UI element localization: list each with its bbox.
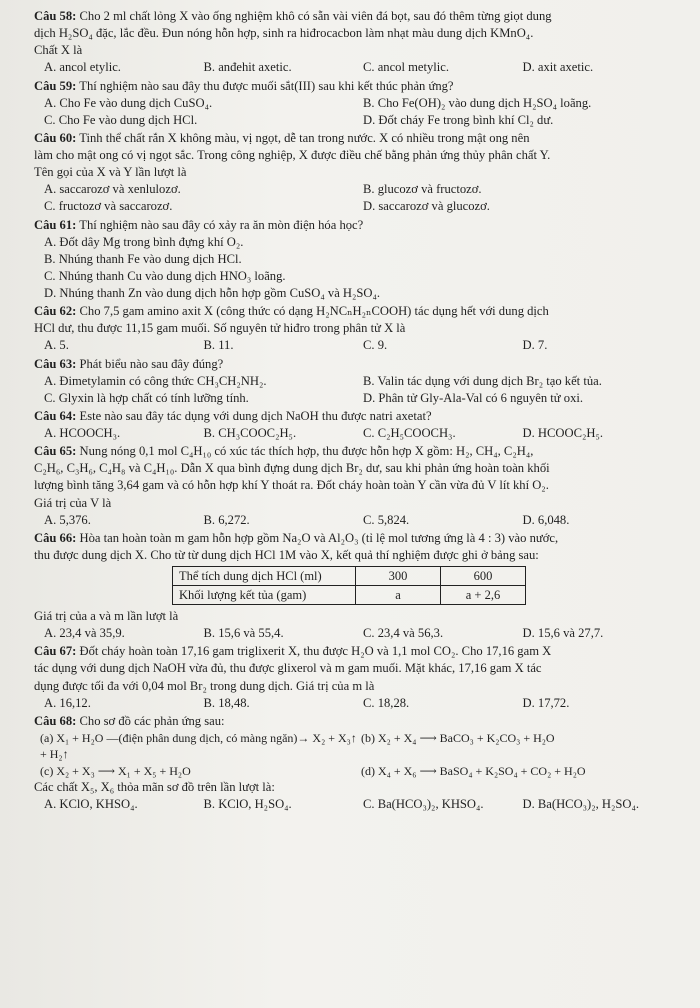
option-d[interactable]: D. HCOOC₂H₅. [522, 426, 604, 440]
option-d[interactable]: D. 15,6 và 27,7. [522, 626, 604, 641]
reaction-row [34, 763, 682, 779]
question-text: Đốt cháy hoàn toàn 17,16 gam triglixerit X, thu được H₂O và 1,1 mol CO₂. Cho 17,16 gam X [79, 644, 552, 659]
question-text: Giá trị của V là [34, 495, 112, 510]
question-text: Giá trị của a và m lần lượt là [34, 609, 179, 623]
question-label: Câu 61: [34, 217, 77, 232]
question-text: Cho 2 ml chất lỏng X vào ống nghiệm khô có sẵn vài viên đá bọt, sau đó thêm từng giọt dung [79, 9, 552, 23]
question-label: Câu 68: [34, 713, 77, 728]
option-a[interactable]: A. ancol etylic. [44, 60, 121, 75]
option-a[interactable]: A. Đốt dây Mg trong bình đựng khí O₂. [44, 234, 244, 249]
question-text: Este nào sau đây tác dụng với dung dịch NaOH thu được natri axetat? [79, 408, 432, 423]
answer-options [34, 234, 682, 303]
question-61 [34, 217, 682, 303]
question-text: dịch H₂SO₄ đặc, lắc đều. Đun nóng hỗn hợp, sinh ra hiđrocacbon làm nhạt màu dung dịch KMnO₄. [34, 26, 534, 41]
option-c[interactable]: C. 9. [363, 338, 388, 353]
question-label: Câu 64: [34, 408, 77, 423]
answer-options [34, 181, 682, 215]
option-c[interactable]: C. Nhúng thanh Cu vào dung dịch HNO₃ loãng. [44, 268, 286, 283]
experiment-table [172, 566, 526, 605]
option-b[interactable]: B. CH₃COOC₂H₅. [203, 426, 297, 440]
option-c[interactable]: C. Glyxin là hợp chất có tính lưỡng tính. [44, 390, 249, 405]
reaction-c: (c) X₂ + X₃ ⟶ X₁ + X₅ + H₂O [40, 763, 191, 778]
option-d[interactable]: D. 17,72. [522, 695, 570, 710]
question-62 [34, 303, 682, 354]
table-cell: a [356, 586, 441, 605]
table-cell: Khối lượng kết tủa (gam) [173, 586, 356, 605]
option-a[interactable]: A. 23,4 và 35,9. [44, 626, 125, 641]
question-label: Câu 62: [34, 304, 77, 319]
option-b[interactable]: B. 11. [203, 338, 234, 353]
answer-options [34, 95, 682, 129]
question-text: Thí nghiệm nào sau đây có xảy ra ăn mòn điện hóa học? [79, 217, 364, 232]
option-d[interactable]: D. 6,048. [522, 512, 570, 527]
table-cell: Thể tích dung dịch HCl (ml) [173, 567, 356, 586]
question-65 [34, 443, 682, 529]
question-text: Nung nóng 0,1 mol C₄H₁₀ có xúc tác thích hợp, thu được hỗn hợp X gồm: H₂, CH₄, C₂H₄, [79, 444, 534, 459]
question-text: Cho sơ đồ các phản ứng sau: [79, 713, 225, 728]
option-b[interactable]: B. KClO, H₂SO₄. [203, 796, 292, 811]
question-60 [34, 130, 682, 216]
question-66 [34, 530, 682, 643]
table-cell: 600 [441, 567, 526, 586]
question-text: HCl dư, thu được 11,15 gam muối. Số nguyên tử hiđro trong phân tử X là [34, 321, 406, 336]
option-c[interactable]: C. C₂H₅COOCH₃. [363, 426, 456, 440]
question-59 [34, 78, 682, 129]
option-b[interactable]: B. 15,6 và 55,4. [203, 626, 284, 641]
option-a[interactable]: A. 5,376. [44, 512, 91, 527]
table-row [173, 586, 526, 605]
question-text: Phát biểu nào sau đây đúng? [79, 356, 224, 371]
table-cell: 300 [356, 567, 441, 586]
question-label: Câu 59: [34, 78, 77, 93]
answer-options [34, 337, 682, 354]
option-a[interactable]: A. HCOOCH₃. [44, 426, 121, 440]
option-a[interactable]: A. 16,12. [44, 695, 91, 710]
option-a[interactable]: A. Đimetylamin có công thức CH₃CH₂NH₂. [44, 373, 267, 388]
option-b[interactable]: B. 18,48. [203, 695, 250, 710]
option-b[interactable]: B. anđehit axetic. [203, 60, 292, 75]
answer-options [34, 796, 682, 813]
question-68 [34, 713, 682, 813]
question-label: Câu 60: [34, 130, 77, 145]
option-d[interactable]: D. Đốt cháy Fe trong bình khí Cl₂ dư. [363, 112, 554, 127]
question-label: Câu 63: [34, 356, 77, 371]
question-64 [34, 408, 682, 442]
option-d[interactable]: D. Nhúng thanh Zn vào dung dịch hỗn hợp gồm CuSO₄ và H₂SO₄. [44, 286, 381, 300]
option-c[interactable]: C. 23,4 và 56,3. [363, 626, 444, 641]
option-a[interactable]: A. saccarozơ và xenlulozơ. [44, 182, 181, 197]
option-b[interactable]: B. Cho Fe(OH)₂ vào dung dịch H₂SO₄ loãng. [363, 95, 592, 110]
question-text: tác dụng với dung dịch NaOH vừa đủ, thu được glixerol và m gam muối. Mặt khác, 17,16 gam X tác [34, 661, 542, 676]
option-c[interactable]: C. ancol metylic. [363, 60, 450, 75]
question-text: làm cho mật ong có vị ngọt sắc. Trong công nghiệp, X được điều chế bằng phản ứng thủy phân chất Y. [34, 148, 551, 162]
experiment-table-wrap [34, 566, 682, 605]
reaction-a: (a) X₁ + H₂O —(điện phân dung dịch, có màng ngăn)→ X₂ + X₃↑ + H₂↑ [40, 730, 357, 762]
option-d[interactable]: D. Ba(HCO₃)₂, H₂SO₄. [522, 796, 640, 811]
question-label: Câu 67: [34, 644, 77, 659]
question-text: Các chất X₅, X₆ thỏa mãn sơ đồ trên lần lượt là: [34, 779, 275, 794]
reaction-row [34, 730, 682, 763]
question-label: Câu 66: [34, 530, 77, 545]
question-text: dụng được tối đa với 0,04 mol Br₂ trong dung dịch. Giá trị của m là [34, 678, 375, 693]
answer-options [34, 59, 682, 76]
option-d[interactable]: D. 7. [522, 338, 548, 353]
table-row [173, 567, 526, 586]
question-text: Cho 7,5 gam amino axit X (công thức có dạng H₂NCₙH₂ₙCOOH) tác dụng hết với dung dịch [79, 304, 549, 319]
option-a[interactable]: A. Cho Fe vào dung dịch CuSO₄. [44, 95, 213, 110]
option-a[interactable]: A. KClO, KHSO₄. [44, 796, 138, 811]
question-67 [34, 643, 682, 712]
answer-options [34, 625, 682, 642]
question-58 [34, 8, 682, 77]
question-text: Thí nghiệm nào sau đây thu được muối sắt(III) sau khi kết thúc phản ứng? [79, 78, 454, 93]
reaction-b: (b) X₂ + X₄ ⟶ BaCO₃ + K₂CO₃ + H₂O [361, 730, 555, 745]
answer-options [34, 695, 682, 712]
option-c[interactable]: C. 5,824. [363, 512, 410, 527]
option-b[interactable]: B. glucozơ và fructozơ. [363, 182, 482, 197]
question-text: Hòa tan hoàn toàn m gam hỗn hợp gồm Na₂O và Al₂O₃ (tỉ lệ mol tương ứng là 4 : 3) vào nước, [79, 530, 559, 545]
question-text: Tinh thể chất rắn X không màu, vị ngọt, dễ tan trong nước. X có nhiều trong mật ong nên [79, 130, 530, 145]
answer-options [34, 512, 682, 529]
question-text: thu được dung dịch X. Cho từ từ dung dịch HCl 1M vào X, kết quả thí nghiệm được ghi ở bảng sau: [34, 547, 539, 562]
question-text: C₂H₆, C₃H₆, C₄H₈ và C₄H₁₀. Dẫn X qua bình đựng dung dịch Br₂ dư, sau khi phản ứng hoàn toàn khối [34, 461, 550, 476]
question-text: Chất X là [34, 43, 83, 58]
option-b[interactable]: B. 6,272. [203, 512, 250, 527]
answer-options [34, 425, 682, 442]
reaction-d: (d) X₄ + X₆ ⟶ BaSO₄ + K₂SO₄ + CO₂ + H₂O [361, 763, 586, 778]
option-d[interactable]: D. axit axetic. [522, 60, 594, 75]
option-a[interactable]: A. 5. [44, 338, 69, 353]
option-d[interactable]: D. Phân tử Gly-Ala-Val có 6 nguyên tử oxi. [363, 390, 584, 405]
option-c[interactable]: C. fructozơ và saccarozơ. [44, 199, 173, 214]
question-text: lượng bình tăng 3,64 gam và có hỗn hợp khí Y thoát ra. Đốt cháy hoàn toàn Y cần vừa đủ V lít khí O₂. [34, 478, 549, 493]
answer-options [34, 373, 682, 407]
option-b[interactable]: B. Nhúng thanh Fe vào dung dịch HCl. [44, 251, 242, 266]
option-c[interactable]: C. 18,28. [363, 695, 410, 710]
question-label: Câu 65: [34, 444, 77, 459]
table-cell: a + 2,6 [441, 586, 526, 605]
option-d[interactable]: D. saccarozơ và glucozơ. [363, 199, 490, 214]
question-63 [34, 356, 682, 407]
question-label: Câu 58: [34, 9, 77, 23]
question-text: Tên gọi của X và Y lần lượt là [34, 165, 187, 180]
option-c[interactable]: C. Cho Fe vào dung dịch HCl. [44, 112, 198, 127]
option-b[interactable]: B. Valin tác dụng với dung dịch Br₂ tạo kết tủa. [363, 373, 602, 388]
option-c[interactable]: C. Ba(HCO₃)₂, KHSO₄. [363, 796, 484, 811]
